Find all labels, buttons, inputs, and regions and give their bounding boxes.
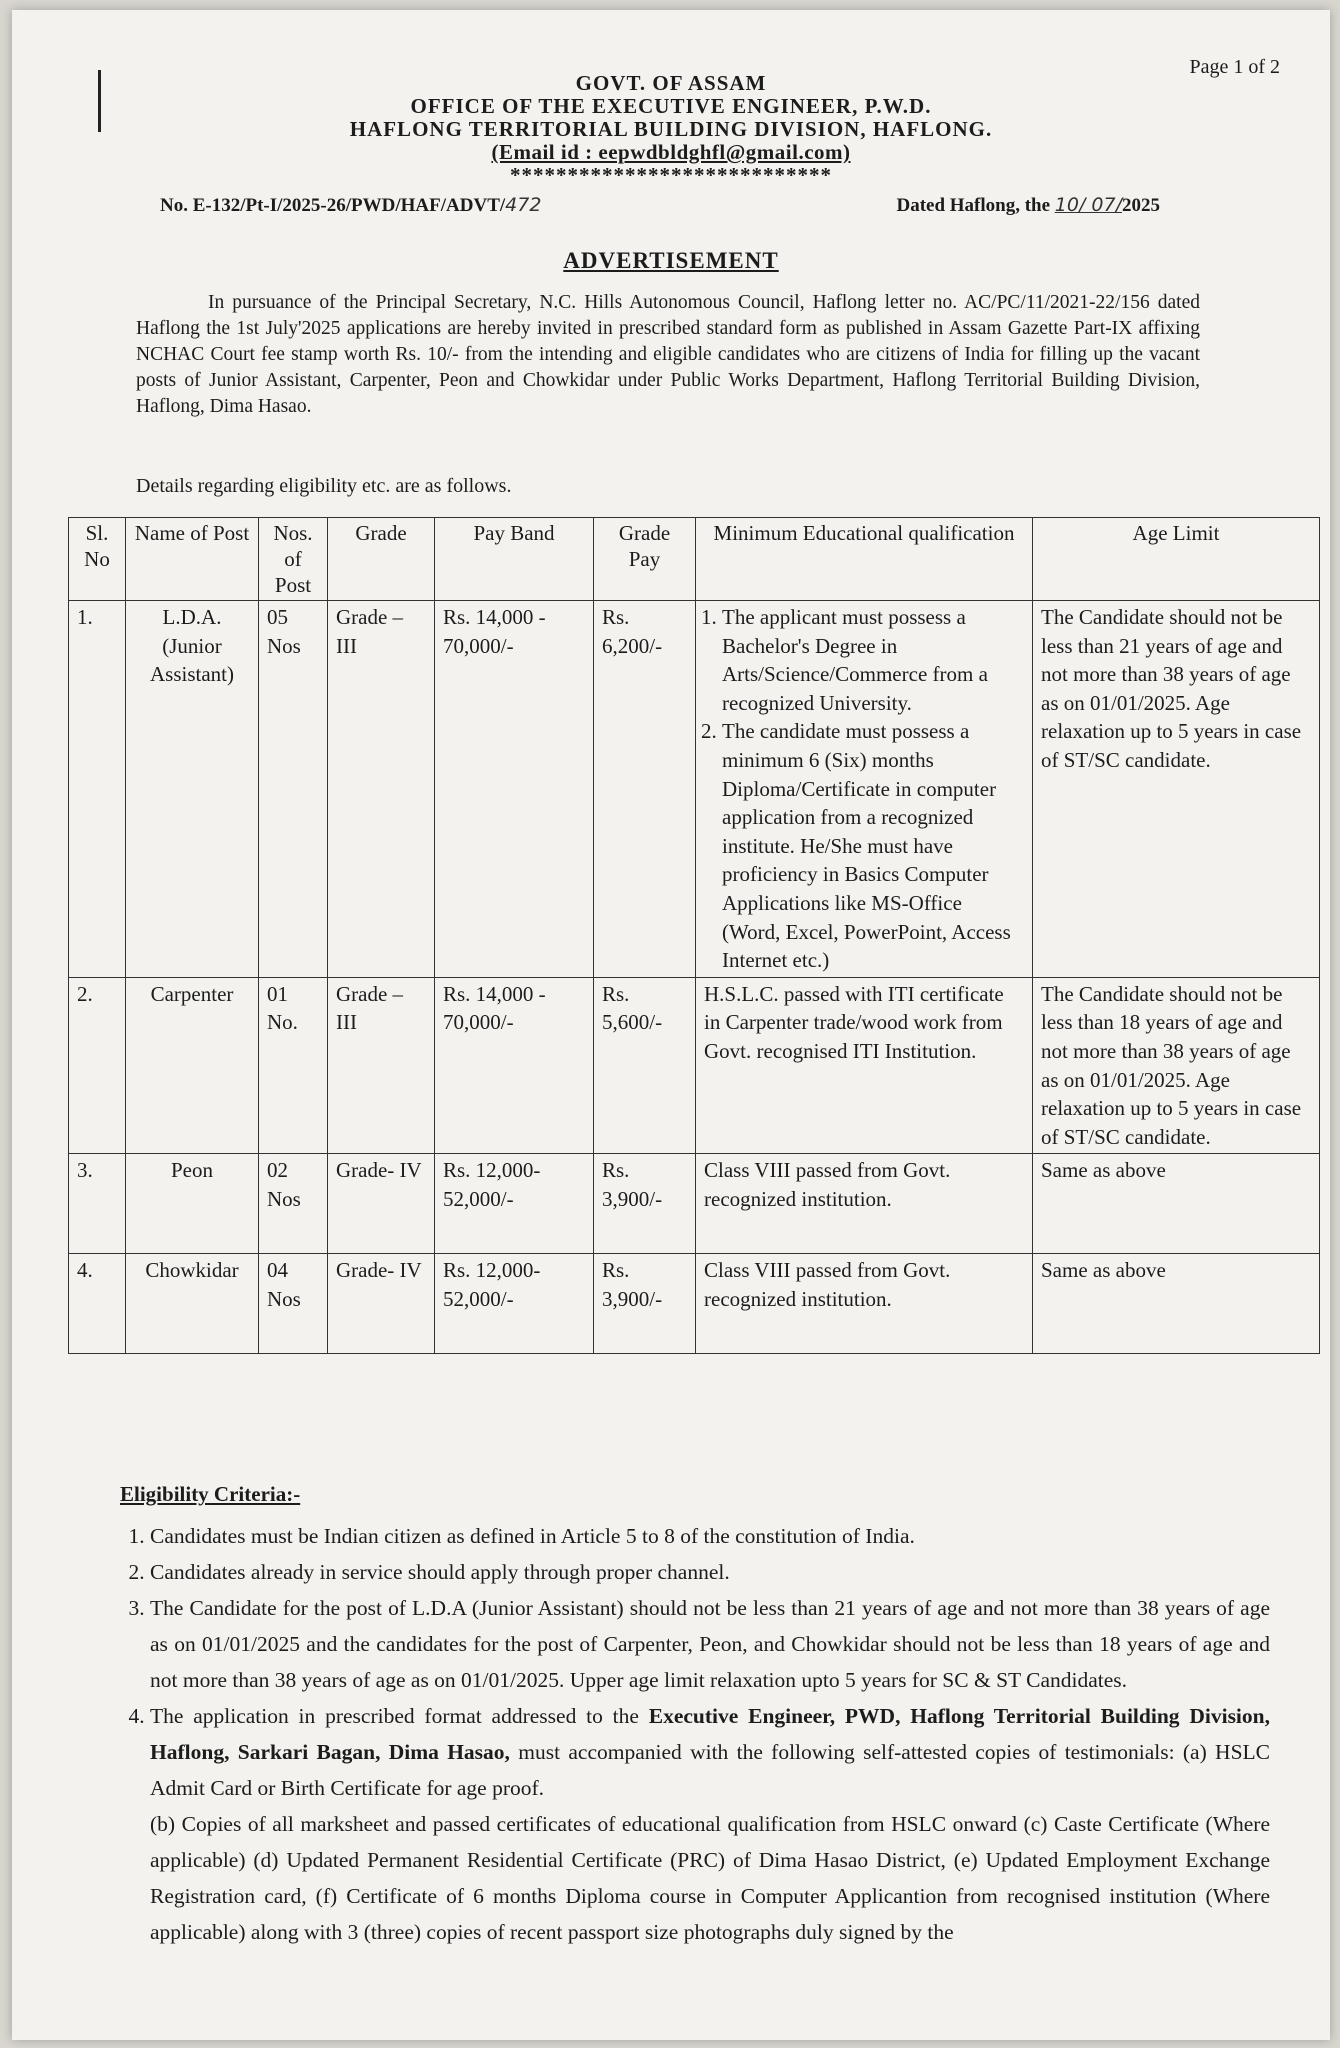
eligibility-item: 2. Candidates already in service should apply through proper channel. xyxy=(150,1554,1270,1590)
page-number: Page 1 of 2 xyxy=(1189,56,1280,78)
document-title: ADVERTISEMENT xyxy=(563,248,779,273)
cell-post-name: L.D.A. (Junior Assistant) xyxy=(126,601,259,978)
cell-sl: 2. xyxy=(69,977,126,1154)
table-row xyxy=(69,601,1320,978)
header-sl-no: Sl. No xyxy=(69,518,126,601)
cell-pay-band: Rs. 14,000 - 70,000/- xyxy=(435,977,594,1154)
cell-qualification: Class VIII passed from Govt. recognized institution. xyxy=(696,1154,1033,1254)
cell-post-name: Carpenter xyxy=(126,977,259,1154)
header-qualification: Minimum Educational qualification xyxy=(696,518,1033,601)
eligibility-heading: Eligibility Criteria:- xyxy=(120,1482,301,1506)
letterhead-email: (Email id : eepwdbldghfl@gmail.com) xyxy=(491,140,851,164)
eligibility-item: 4. The application in prescribed format addressed to the Executive Engineer, PWD, Haflong Territorial Building Division, Haflong, Sarkari Bagan, Dima Hasao, must accompanied with the following self-attested copies of testimonials: (a) HSLC Admit Card or Birth Certificate for age proof. (b) Copies of all marksheet and passed certificates of educational qualification from HSLC onward (c) Caste Certificate (Where applicable) (d) Updated Permanent Residential Certificate (PRC) of Dima Hasao District, (e) Updated Employment Exchange Registration card, (f) Certificate of 6 months Diploma course in Computer Applicantion from recognised institution (Where applicable) along with 3 (three) copies of recent passport size photographs duly signed by the xyxy=(150,1698,1270,1950)
cell-sl: 4. xyxy=(69,1254,126,1354)
cell-grade-pay: Rs. 5,600/- xyxy=(594,977,696,1154)
cell-grade: Grade – III xyxy=(328,601,435,978)
reference-number-handwritten: 472 xyxy=(505,194,542,216)
intro-paragraph: In pursuance of the Principal Secretary, N.C. Hills Autonomous Council, Haflong letter no. AC/PC/11/2021-22/156 dated Haflong the 1st July'2025 applications are hereby invited in prescribed standard form as published in Assam Gazette Part-IX affixing NCHAC Court fee stamp worth Rs. 10/- from the intending and eligible candidates who are citizens of India for filling up the vacant posts of Junior Assistant, Carpenter, Peon and Chowkidar under Public Works Department, Haflong Territorial Building Division, Haflong, Dima Hasao. xyxy=(136,292,1200,417)
cell-grade: Grade- IV xyxy=(328,1254,435,1354)
reference-date-handwritten: 10/ 07/ xyxy=(1054,194,1122,216)
cell-qualification xyxy=(696,601,1033,978)
testimonials-paragraph: (b) Copies of all marksheet and passed certificates of educational qualification from HSLC onward (c) Caste Certificate (Where applicable) (d) Updated Permanent Residential Certificate (PRC) of Dima Hasao District, (e) Updated Employment Exchange Registration card, (f) Certificate of 6 months Diploma course in Computer Applicantion from recognised institution (Where applicable) along with 3 (three) copies of recent passport size photographs duly signed by the xyxy=(150,1812,1270,1944)
cell-age-limit: The Candidate should not be less than 21 years of age and not more than 38 years of age as on 01/01/2025. Age relaxation up to 5 years in case of ST/SC candidate. xyxy=(1033,601,1320,978)
cell-sl: 1. xyxy=(69,601,126,978)
cell-nos: 01 No. xyxy=(259,977,328,1154)
eligibility-item: 3. The Candidate for the post of L.D.A (Junior Assistant) should not be less than 21 years of age and not more than 38 years of age as on 01/01/2025 and the candidates for the post of Carpenter, Peon, and Chowkidar should not be less than 18 years of age and not more than 38 years of age as on 01/01/2025. Upper age limit relaxation upto 5 years for SC & ST Candidates. xyxy=(150,1590,1270,1698)
cell-age-limit: The Candidate should not be less than 18 years of age and not more than 38 years of age as on 01/01/2025. Age relaxation up to 5 years in case of ST/SC candidate. xyxy=(1033,977,1320,1154)
reference-date: Dated Haflong, the 10/ 07/2025 xyxy=(896,194,1160,216)
header-name-of-post: Name of Post xyxy=(126,518,259,601)
cell-sl: 3. xyxy=(69,1154,126,1254)
letterhead xyxy=(12,72,1330,187)
cell-age-limit: Same as above xyxy=(1033,1254,1320,1354)
cell-pay-band: Rs. 12,000- 52,000/- xyxy=(435,1154,594,1254)
cell-grade: Grade- IV xyxy=(328,1154,435,1254)
table-row xyxy=(69,977,1320,1154)
cell-pay-band: Rs. 12,000- 52,000/- xyxy=(435,1254,594,1354)
qualification-item: 2. The candidate must possess a minimum 6 (Six) months Diploma/Certificate in computer application from a recognized institute. He/She must have proficiency in Basics Computer Applications like MS-Office (Word, Excel, PowerPoint, Access Internet etc.) xyxy=(722,717,1024,974)
cell-pay-band: Rs. 14,000 - 70,000/- xyxy=(435,601,594,978)
cell-grade-pay: Rs. 3,900/- xyxy=(594,1154,696,1254)
cell-grade-pay: Rs. 6,200/- xyxy=(594,601,696,978)
vacancy-table xyxy=(68,517,1320,1354)
table-row xyxy=(69,1154,1320,1254)
office-address: Executive Engineer, PWD, Haflong Territorial Building Division, Haflong, Sarkari Bagan, Dima Hasao, xyxy=(150,1704,1270,1764)
header-age-limit: Age Limit xyxy=(1033,518,1320,601)
details-line: Details regarding eligibility etc. are as follows. xyxy=(136,475,512,497)
letterhead-govt: GOVT. OF ASSAM xyxy=(575,71,767,95)
cell-post-name: Chowkidar xyxy=(126,1254,259,1354)
cell-age-limit: Same as above xyxy=(1033,1154,1320,1254)
cell-nos: 04 Nos xyxy=(259,1254,328,1354)
document-page xyxy=(12,10,1330,2040)
cell-qualification: H.S.L.C. passed with ITI certificate in Carpenter trade/wood work from Govt. recognised ITI Institution. xyxy=(696,977,1033,1154)
qualification-list xyxy=(696,603,1024,975)
cell-post-name: Peon xyxy=(126,1154,259,1254)
cell-grade: Grade – III xyxy=(328,977,435,1154)
header-nos-of-post: Nos. of Post xyxy=(259,518,328,601)
table-header-row xyxy=(69,518,1320,601)
reference-number: No. E-132/Pt-I/2025-26/PWD/HAF/ADVT/472 xyxy=(160,194,542,216)
header-pay-band: Pay Band xyxy=(435,518,594,601)
reference-line xyxy=(160,194,1160,217)
qualification-item: 1. The applicant must possess a Bachelor's Degree in Arts/Science/Commerce from a recognized University. xyxy=(722,603,1024,717)
cell-grade-pay: Rs. 3,900/- xyxy=(594,1254,696,1354)
header-grade: Grade xyxy=(328,518,435,601)
cell-nos: 02 Nos xyxy=(259,1154,328,1254)
cell-nos: 05 Nos xyxy=(259,601,328,978)
letterhead-divider: **************************** xyxy=(510,163,832,187)
cell-qualification: Class VIII passed from Govt. recognized institution. xyxy=(696,1254,1033,1354)
table-row xyxy=(69,1254,1320,1354)
header-grade-pay: Grade Pay xyxy=(594,518,696,601)
letterhead-division: HAFLONG TERRITORIAL BUILDING DIVISION, HAFLONG. xyxy=(349,117,993,141)
letterhead-office: OFFICE OF THE EXECUTIVE ENGINEER, P.W.D. xyxy=(410,94,932,118)
eligibility-list xyxy=(116,1518,1270,1950)
eligibility-item: 1. Candidates must be Indian citizen as defined in Article 5 to 8 of the constitution of India. xyxy=(150,1518,1270,1554)
